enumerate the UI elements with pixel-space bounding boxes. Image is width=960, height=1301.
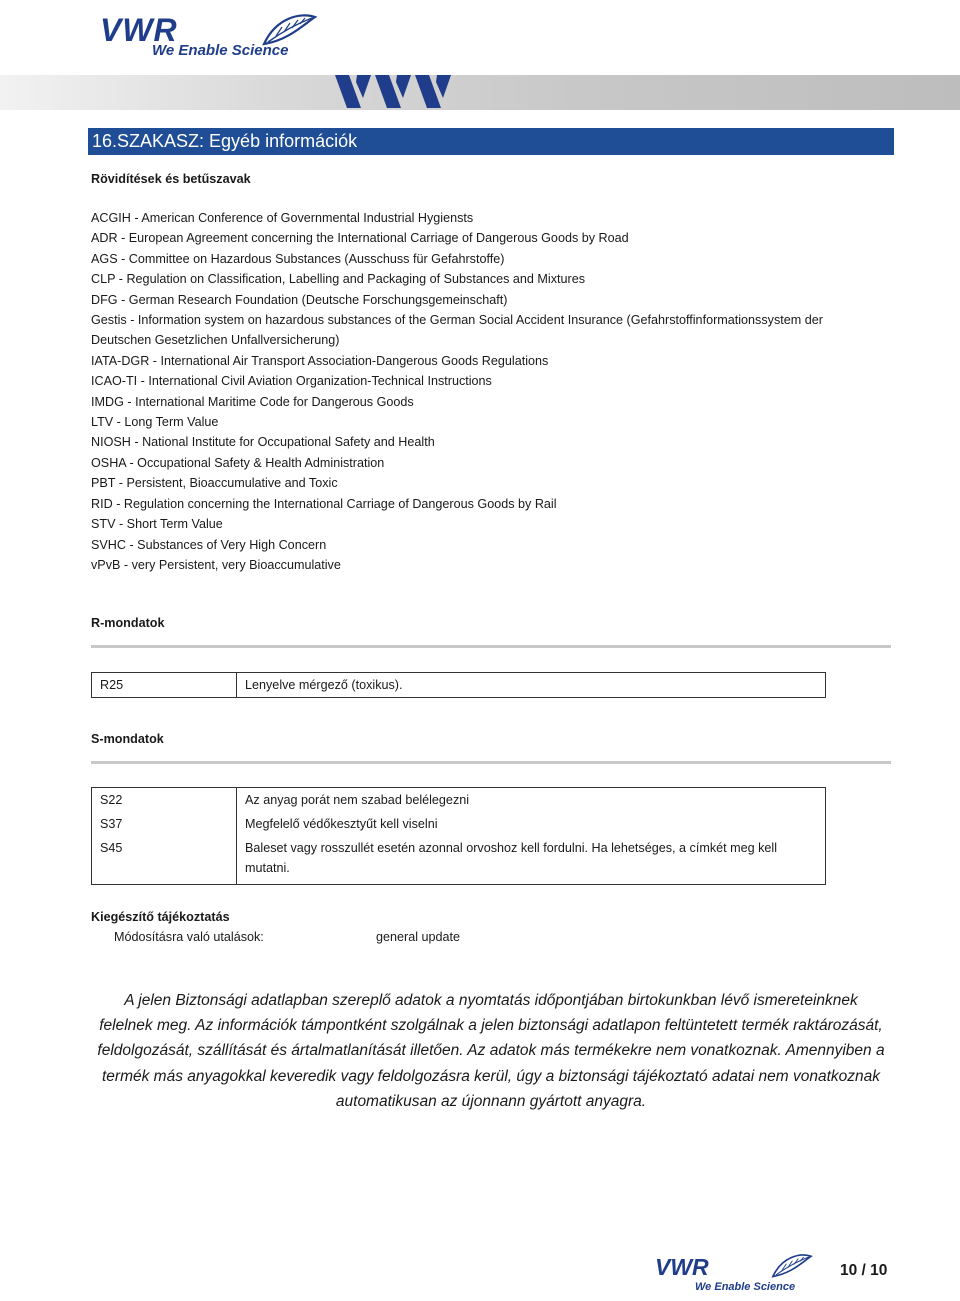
abbr-line: OSHA - Occupational Safety & Health Administration [91,455,385,470]
r-phrases-heading: R-mondatok [91,616,165,630]
phrase-code: S37 [92,812,237,836]
abbr-line: vPvB - very Persistent, very Bioaccumulative [91,557,341,572]
table-row [92,812,826,836]
vwr-logo [100,12,320,62]
divider [91,761,891,764]
leaf-icon [771,1254,813,1278]
divider [91,645,891,648]
abbr-line: DFG - German Research Foundation (Deutsche Forschungsgemeinschaft) [91,292,508,307]
phrase-text: Lenyelve mérgező (toxikus). [237,673,826,698]
abbr-line: STV - Short Term Value [91,517,223,532]
phrase-text: Az anyag porát nem szabad belélegezni [237,788,826,813]
phrase-code: S45 [92,836,237,885]
phrase-text: Baleset vagy rosszullét esetén azonnal orvoshoz kell fordulni. Ha lehetséges, a címkét meg kell mutatni. [237,836,826,885]
abbr-line: ICAO-TI - International Civil Aviation Organization-Technical Instructions [91,374,492,389]
table-row [92,788,826,813]
section-title: 16.SZAKASZ: Egyéb információk [88,128,894,155]
page-number: 10 / 10 [840,1262,888,1279]
footer-vwr-logo [655,1254,815,1298]
abbr-line: Gestis - Information system on hazardous substances of the German Social Accident Insurance (Gefahrstoffinformationssystem der [91,313,823,328]
abbr-line: NIOSH - National Institute for Occupational Safety and Health [91,435,435,450]
abbr-line: Deutschen Gesetzlichen Unfallversicherung) [91,333,340,348]
abbr-line: IATA-DGR - International Air Transport Association-Dangerous Goods Regulations [91,353,549,368]
abbr-line: IMDG - International Maritime Code for Dangerous Goods [91,394,414,409]
revision-value: general update [376,930,461,944]
logo-tagline: We Enable Science [695,1281,796,1293]
phrase-text: Megfelelő védőkesztyűt kell viselni [237,812,826,836]
abbreviations-list [91,208,891,575]
wave-marks [335,72,485,112]
logo-text: VWR [100,12,178,48]
abbr-line: SVHC - Substances of Very High Concern [91,537,327,552]
r-phrases-table [91,672,826,698]
s-phrases-heading: S-mondatok [91,732,164,746]
abbr-line: ADR - European Agreement concerning the International Carriage of Dangerous Goods by Road [91,231,629,246]
logo-tagline: We Enable Science [152,42,289,59]
abbr-line: AGS - Committee on Hazardous Substances (Ausschuss für Gefahrstoffe) [91,251,505,266]
logo-text: VWR [655,1254,709,1280]
abbr-line: RID - Regulation concerning the International Carriage of Dangerous Goods by Rail [91,496,557,511]
abbreviations-heading: Rövidítések és betűszavak [91,172,251,186]
s-phrases-table [91,787,826,885]
abbr-line: LTV - Long Term Value [91,415,219,430]
table-row [92,836,826,885]
abbr-line: ACGIH - American Conference of Governmental Industrial Hygiensts [91,211,474,225]
abbr-line: PBT - Persistent, Bioaccumulative and Toxic [91,476,338,491]
revision-label: Módosításra való utalások: [114,930,264,944]
phrase-code: R25 [92,673,237,698]
phrase-code: S22 [92,788,237,813]
table-row [92,673,826,698]
disclaimer-text: A jelen Biztonsági adatlapban szereplő adatok a nyomtatás időpontjában birtokunkban lévő ismereteinknek felelnek meg. Az információk támpontként szolgálnak a jelen biztonsági adatlapon feltüntetett termék raktározását, feldolgozását, szállítását és ártalmatlanítását illetően. Az adatok más termékekre nem vonatkoznak. Amennyiben a termék más anyagokkal keveredik vagy feldolgozásra kerül, úgy a biztonsági tájékoztató adatai nem vonatkoznak automatikusan az újonnann gyártott anyagra. [97,992,885,1110]
abbr-line: CLP - Regulation on Classification, Labelling and Packaging of Substances and Mixtures [91,272,586,287]
additional-info-heading: Kiegészítő tájékoztatás [91,910,230,924]
